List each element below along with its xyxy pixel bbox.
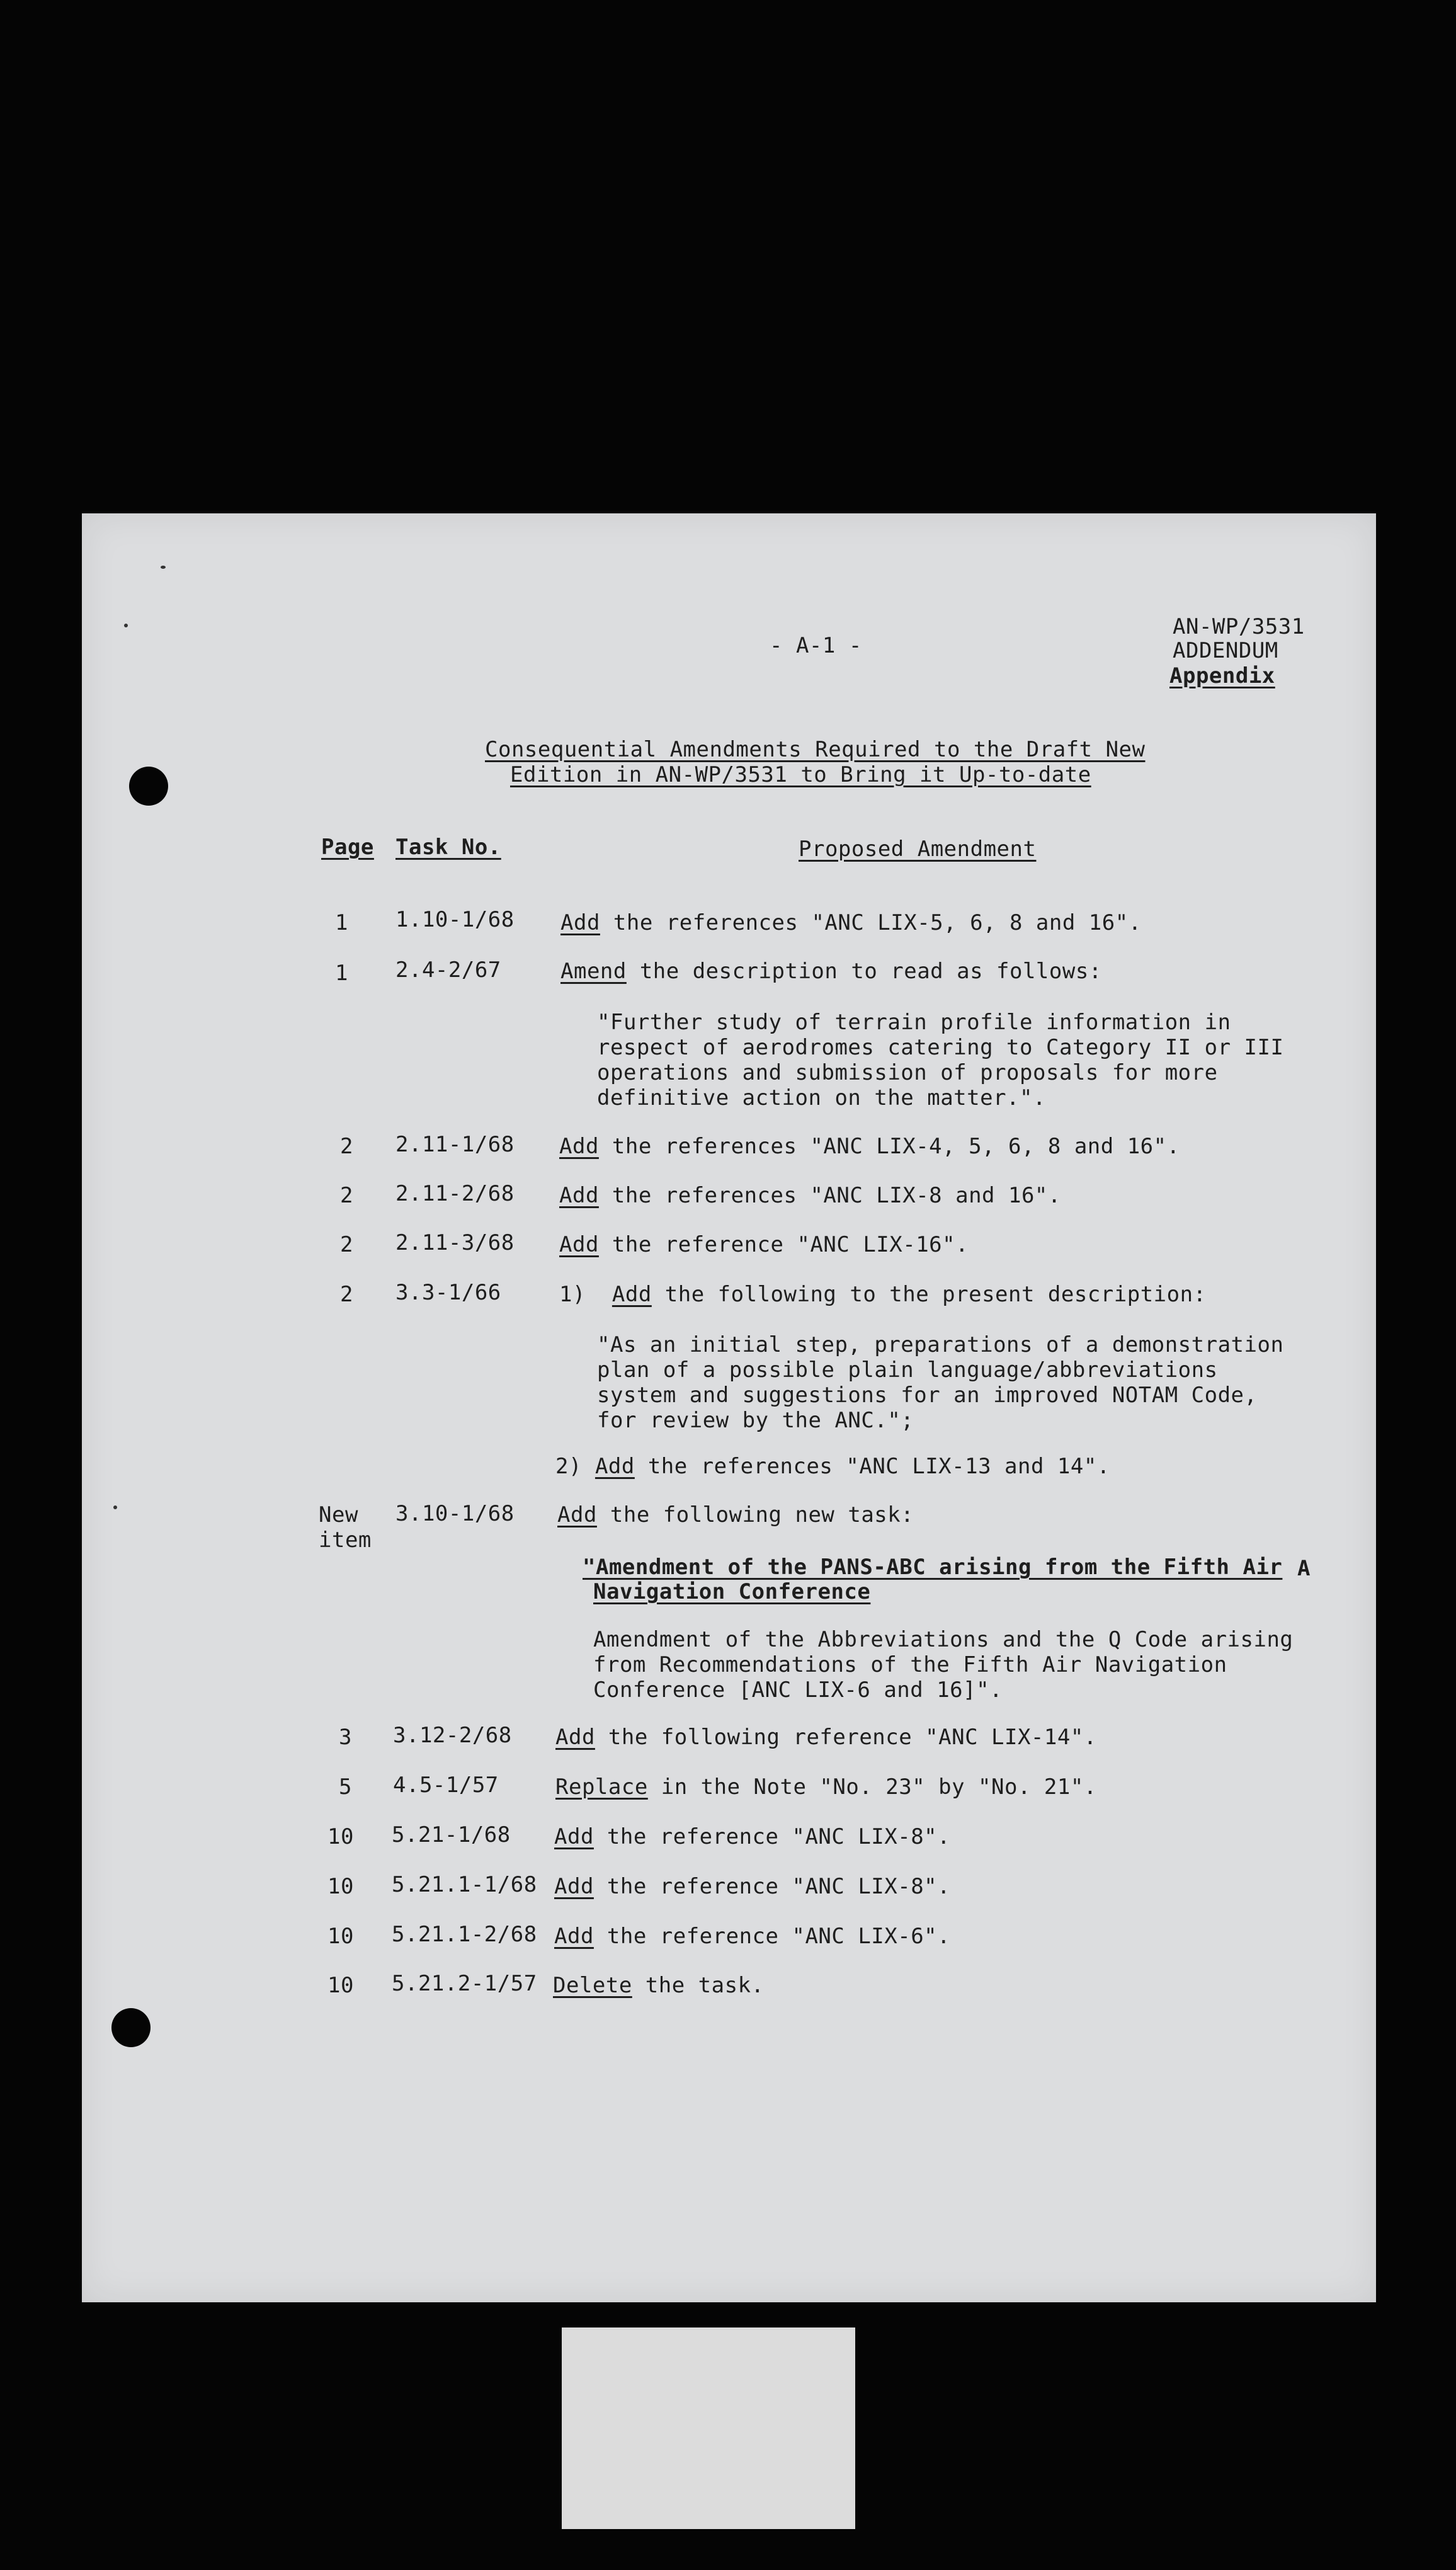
amendment-verb: Delete [553, 1973, 632, 1998]
row-task: 2.11-1/68 [395, 1132, 515, 1157]
quote-line: "As an initial step, preparations of a demonstration [597, 1332, 1284, 1357]
doc-appendix: Appendix [1169, 663, 1275, 688]
row-page: 10 [327, 1924, 354, 1949]
amendment-verb: Add [554, 1874, 594, 1899]
amendment-text: the reference "ANC LIX-8". [593, 1824, 951, 1849]
row-amendment [553, 1973, 765, 1998]
punch-hole-top [129, 767, 168, 806]
amendment-text: the following reference "ANC LIX-14". [594, 1725, 1097, 1750]
amendment-verb: Add [555, 1725, 595, 1750]
speck [161, 566, 166, 569]
new-task-title: "Amendment of the PANS-ABC arising from the Fifth Air [583, 1555, 1283, 1580]
page-number: - A-1 - [770, 633, 862, 658]
amendment-text: the references "ANC LIX-8 and 16". [598, 1183, 1061, 1208]
row-task: 2.4-2/67 [395, 957, 501, 983]
amendment-verb: Amend [560, 959, 627, 984]
item-number: 2) [555, 1454, 582, 1479]
row-page-line-2: item [319, 1528, 372, 1553]
amendment-verb: Add [594, 1454, 635, 1479]
amendment-text: the task. [632, 1973, 765, 1998]
row-task: 5.21.1-1/68 [392, 1872, 537, 1897]
sub-amendment [555, 1454, 1110, 1479]
quote-line: operations and submission of proposals for more [597, 1060, 1218, 1085]
row-task: 3.12-2/68 [393, 1723, 512, 1748]
speck [113, 1505, 117, 1509]
row-task: 5.21-1/68 [392, 1822, 511, 1848]
item-number: 1) [559, 1282, 586, 1307]
amendment-text: the following new task: [596, 1502, 914, 1528]
punch-hole-bottom [111, 2008, 151, 2047]
row-task: 2.11-2/68 [395, 1181, 515, 1206]
row-amendment [559, 1232, 969, 1257]
amendment-text: the references "ANC LIX-5, 6, 8 and 16". [600, 910, 1142, 935]
row-task: 5.21.1-2/68 [392, 1922, 537, 1947]
new-task-description: from Recommendations of the Fifth Air Navigation [593, 1652, 1227, 1677]
title-line-2: Edition in AN-WP/3531 to Bring it Up-to-date [510, 762, 1091, 787]
amendment-verb: Add [611, 1282, 652, 1307]
amendment-verb: Add [559, 1183, 599, 1208]
quote-line: "Further study of terrain profile information in [597, 1010, 1231, 1035]
row-amendment [555, 1774, 1097, 1800]
amendment-verb: Add [559, 1232, 599, 1257]
row-task: 3.10-1/68 [395, 1501, 515, 1526]
row-task: 3.3-1/66 [395, 1280, 501, 1305]
row-page: 10 [327, 1973, 354, 1998]
row-task: 2.11-3/68 [395, 1230, 515, 1255]
doc-reference: AN-WP/3531 [1173, 614, 1305, 639]
row-amendment [560, 910, 1142, 935]
row-page: 2 [340, 1134, 353, 1159]
amendment-text: the references "ANC LIX-4, 5, 6, 8 and 16". [598, 1134, 1180, 1159]
speck [124, 624, 128, 627]
row-page: 2 [340, 1183, 353, 1208]
row-amendment [555, 1725, 1097, 1750]
new-task-description: Amendment of the Abbreviations and the Q Code arising [593, 1627, 1294, 1652]
row-amendment [559, 1183, 1061, 1208]
row-page: 10 [327, 1824, 354, 1849]
amendment-verb: Add [557, 1502, 597, 1528]
quote-line: system and suggestions for an improved NOTAM Code, [597, 1383, 1258, 1408]
row-amendment [554, 1874, 950, 1899]
new-task-title: Navigation Conference [593, 1579, 871, 1604]
column-header-amendment: Proposed Amendment [799, 837, 1037, 862]
row-page: New [319, 1502, 358, 1528]
row-page: 10 [327, 1874, 354, 1899]
row-page: 1 [335, 910, 348, 935]
new-task-description: Conference [ANC LIX-6 and 16]". [593, 1677, 1003, 1703]
doc-addendum: ADDENDUM [1173, 638, 1278, 663]
row-amendment [554, 1924, 950, 1949]
quote-line: respect of aerodromes catering to Category II or III [597, 1035, 1284, 1060]
quote-line: plan of a possible plain language/abbreviations [597, 1357, 1218, 1383]
quote-line: definitive action on the matter.". [597, 1085, 1046, 1111]
amendment-verb: Replace [555, 1774, 648, 1800]
amendment-text: in the Note "No. 23" by "No. 21". [647, 1774, 1097, 1800]
row-amendment [559, 1282, 1207, 1307]
column-header-task: Task No. [395, 835, 501, 860]
row-page: 1 [335, 961, 348, 986]
amendment-verb: Add [559, 1134, 599, 1159]
row-page: 2 [340, 1282, 353, 1307]
quote-line: for review by the ANC."; [597, 1408, 914, 1433]
row-page: 2 [340, 1232, 353, 1257]
amendment-text: the reference "ANC LIX-8". [593, 1874, 951, 1899]
amendment-verb: Add [560, 910, 600, 935]
amendment-text: the reference "ANC LIX-6". [593, 1924, 951, 1949]
amendment-text: the reference "ANC LIX-16". [598, 1232, 969, 1257]
row-amendment [559, 1134, 1180, 1159]
row-amendment [554, 1824, 950, 1849]
row-page: 5 [339, 1774, 352, 1800]
amendment-text: the references "ANC LIX-13 and 14". [634, 1454, 1110, 1479]
amendment-verb: Add [554, 1924, 594, 1949]
row-page: 3 [339, 1725, 352, 1750]
row-amendment [560, 959, 1102, 984]
blank-card [562, 2327, 855, 2529]
row-task: 4.5-1/57 [393, 1773, 499, 1798]
amendment-verb: Add [554, 1824, 594, 1849]
amendment-text: the description to read as follows: [626, 959, 1102, 984]
row-task: 1.10-1/68 [395, 907, 515, 932]
margin-mark: A [1297, 1556, 1311, 1581]
title-line-1: Consequential Amendments Required to the Draft New [485, 737, 1146, 762]
row-task: 5.21.2-1/57 [392, 1971, 537, 1996]
amendment-text: the following to the present description: [651, 1282, 1207, 1307]
row-amendment [557, 1502, 914, 1528]
column-header-page: Page [321, 835, 374, 860]
